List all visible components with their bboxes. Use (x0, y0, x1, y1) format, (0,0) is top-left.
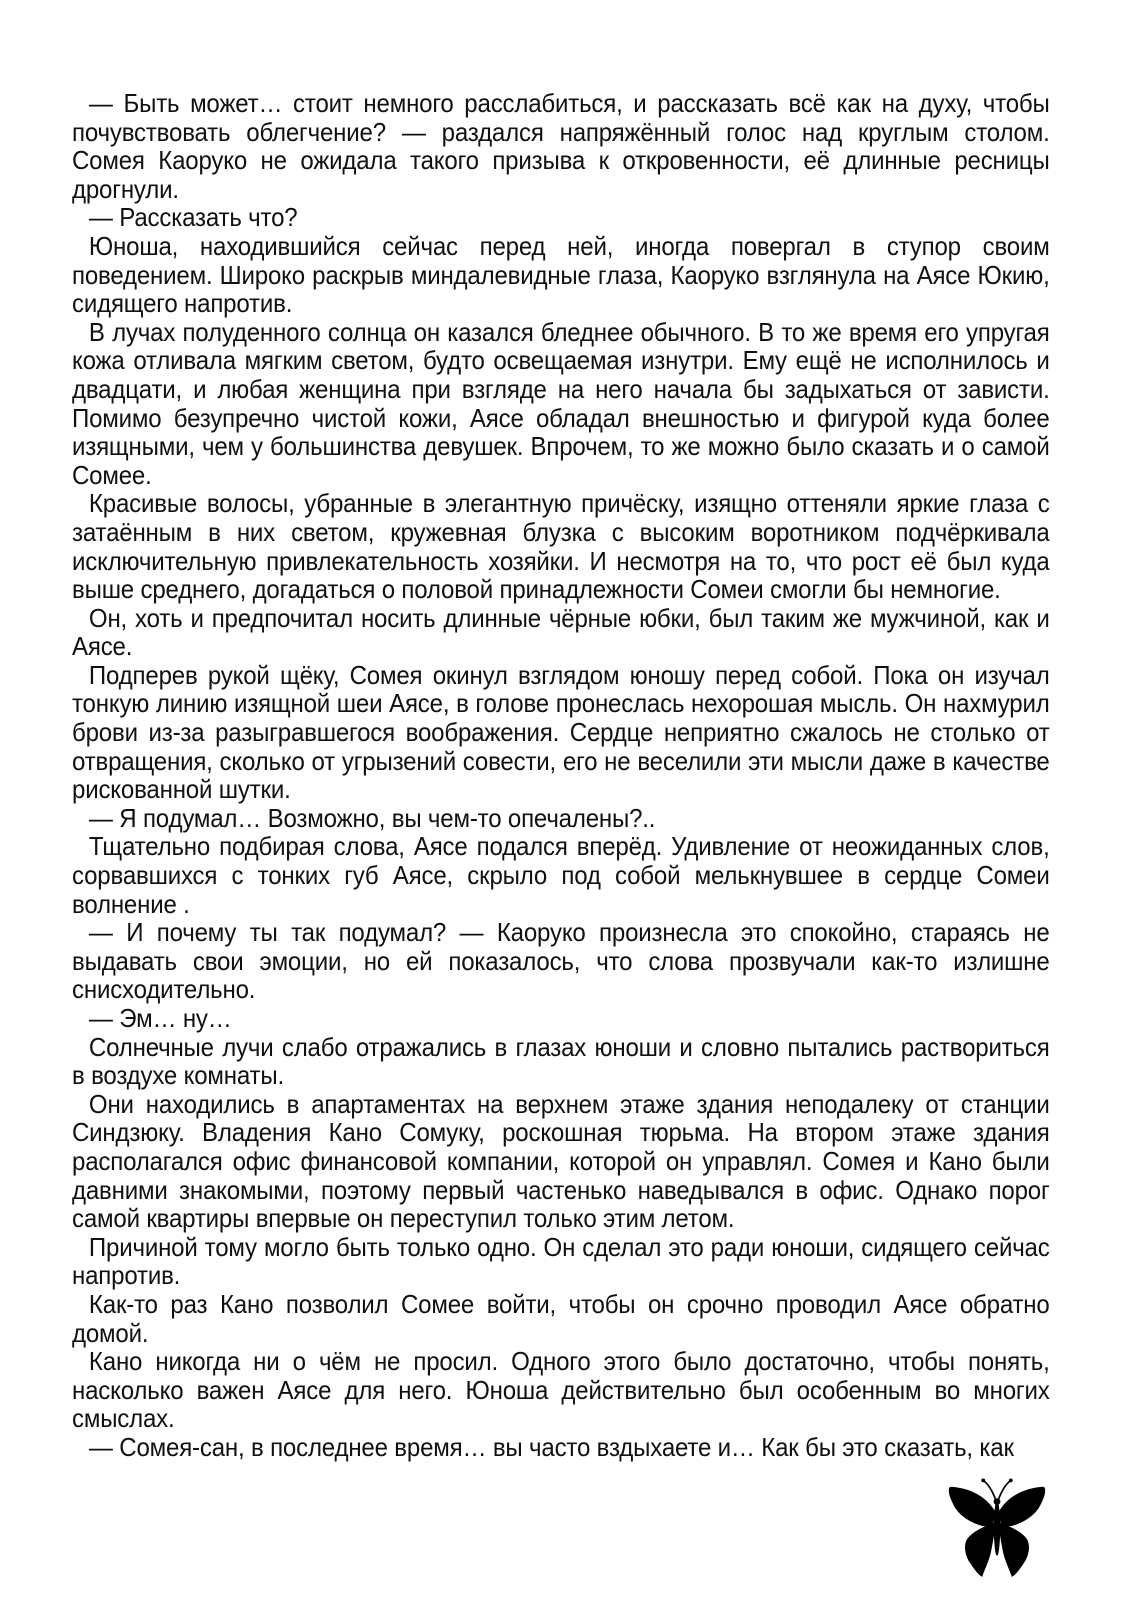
paragraph: — Эм… ну… (88, 1005, 232, 1033)
paragraph: — Рассказать что? (88, 204, 298, 233)
paragraph: Он, хоть и предпочитал носить длинные чёрные юбки, был таким же мужчиной, как и Аясе. (72, 604, 1050, 662)
paragraph: — Быть может… стоит немного расслабиться, и рассказать всё как на духу, чтобы почувствовать облегчение? — раздался напряжённый голос над круглым столом. Сомея Каоруко не ожидала такого призыва к откровенности, её длинные ресницы дрогнули. (72, 90, 1050, 204)
paragraph: Тщательно подбирая слова, Аясе подался вперёд. Удивление от неожиданных слов, сорвавшихся с тонких губ Аясе, скрыло под собой мелькнувшее в сердце Сомеи волнение . (72, 833, 1050, 919)
paragraph: Юноша, находившийся сейчас перед ней, иногда повергал в ступор своим поведением. Широко раскрыв миндалевидные глаза, Каоруко взглянула на Аясе Юкию, сидящего напротив. (72, 232, 1050, 319)
paragraph: Красивые волосы, убранные в элегантную причёску, изящно оттеняли яркие глаза с затаённым в них светом, кружевная блузка с высоким воротником подчёркивала исключительную привлекательность хозяйки. И несмотря на то, что рост её был куда выше среднего, догадаться о половой принадлежности Сомеи смогли бы немногие. (72, 490, 1050, 605)
paragraph: Солнечные лучи слабо отражались в глазах юноши и словно пытались раствориться в воздухе комнаты. (72, 1033, 1050, 1091)
paragraph: В лучах полуденного солнца он казался бледнее обычного. В то же время его упругая кожа отливала мягким светом, будто освещаемая изнутри. Ему ещё не исполнилось и двадцати, и любая женщина при взгляде на него начала бы задыхаться от зависти. Помимо безупречно чистой кожи, Аясе обладал внешностью и фигурой куда более изящными, чем у большинства девушек. Впрочем, то же можно было сказать и о самой Сомее. (72, 318, 1050, 490)
butterfly-icon (944, 1473, 1050, 1579)
paragraph: — Сомея-сан, в последнее время… вы часто вздыхаете и… Как бы это сказать, как (88, 1433, 1014, 1462)
page-text (72, 90, 1050, 1470)
paragraph: — И почему ты так подумал? — Каоруко произнесла это спокойно, стараясь не выдавать свои эмоции, но ей показалось, что слова прозвучали как-то излишне снисходительно. (72, 919, 1050, 1005)
paragraph: Причиной тому могло быть только одно. Он сделал это ради юноши, сидящего сейчас напротив. (72, 1233, 1050, 1291)
paragraph: Подперев рукой щёку, Сомея окинул взглядом юношу перед собой. Пока он изучал тонкую линию изящной шеи Аясе, в голове пронеслась нехорошая мысль. Он нахмурил брови из-за разыгравшегося воображения. Сердце неприятно сжалось не столько от отвращения, сколько от угрызений совести, его не веселили эти мысли даже в качестве рискованной шутки. (72, 661, 1050, 805)
paragraph: Кано никогда ни о чём не просил. Одного этого было достаточно, чтобы понять, насколько важен Аясе для него. Юноша действительно был особенным во многих смыслах. (72, 1348, 1050, 1434)
paragraph: Они находились в апартаментах на верхнем этаже здания неподалеку от станции Синдзюку. Владения Кано Сомуку, роскошная тюрьма. На втором этаже здания располагался офис финансовой компании, которой он управлял. Сомея и Кано были давними знакомыми, поэтому первый частенько наведывался в офис. Однако порог самой квартиры впервые он переступил только этим летом. (72, 1090, 1050, 1234)
paragraph: Как-то раз Кано позволил Сомее войти, чтобы он срочно проводил Аясе обратно домой. (72, 1290, 1050, 1348)
paragraph: — Я подумал… Возможно, вы чем-то опечалены?.. (88, 804, 656, 833)
